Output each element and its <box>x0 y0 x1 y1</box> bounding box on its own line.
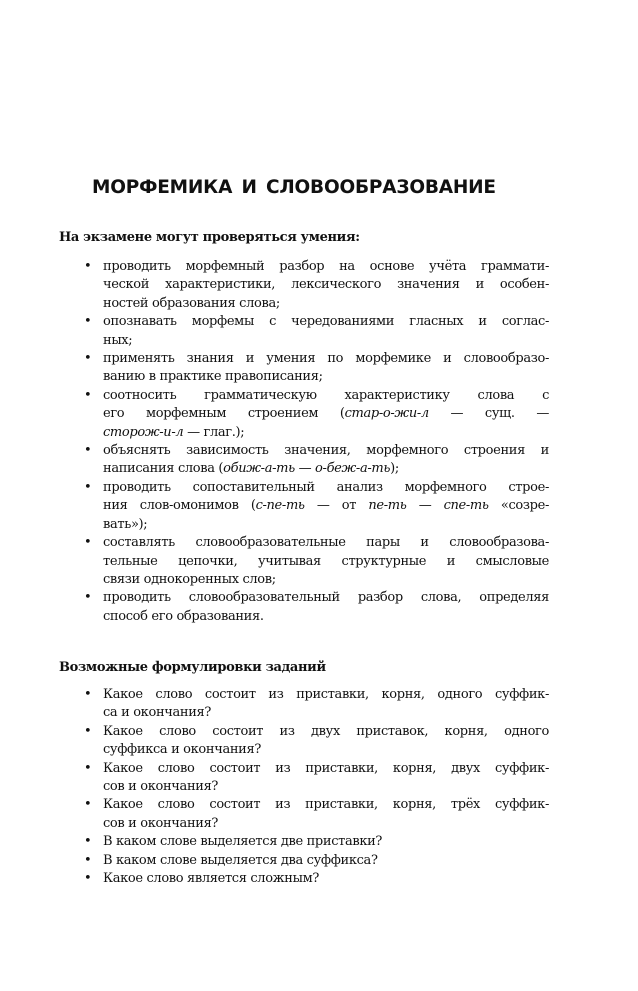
text-run: «созре- <box>488 498 549 514</box>
item-line: вать»); <box>103 516 148 532</box>
item-line: Какое слово состоит из приставки, корня, одного суффик- <box>103 687 549 702</box>
item-line: тельные цепочки, учитывая структурные и смысловые <box>103 553 549 569</box>
item-line: объяснять зависимость значения, морфемного строения и <box>103 443 549 459</box>
bullet: • <box>84 723 92 739</box>
item-line: опознавать морфемы с чередованиями гласных и соглас- <box>103 314 549 330</box>
tasks-list <box>83 686 549 888</box>
list-item <box>83 313 549 350</box>
bullet: • <box>84 351 92 367</box>
skills-list <box>83 258 549 626</box>
page-title: МОРФЕМИКА И СЛОВООБРАЗОВАНИЕ <box>92 177 496 198</box>
bullet: • <box>84 535 92 551</box>
example-word: стар-о-жи-л <box>344 406 429 422</box>
list-item <box>83 387 549 442</box>
bullet: • <box>84 590 92 606</box>
bullet: • <box>84 852 92 868</box>
bullet: • <box>84 259 92 274</box>
item-line: проводить сопоставительный анализ морфемного строе- <box>103 479 549 495</box>
item-line: соотносить грамматическую характеристику слова с <box>103 387 549 403</box>
item-line: ванию в практике правописания; <box>103 369 323 385</box>
list-item <box>83 258 549 313</box>
text-run: — сущ. — <box>428 406 549 422</box>
item-line: В каком слове выделяется два суффикса? <box>103 852 378 868</box>
item-line: способ его образования. <box>103 608 264 624</box>
item-line <box>103 405 549 423</box>
bullet: • <box>84 834 92 850</box>
list-item <box>83 870 549 888</box>
list-item <box>83 479 549 534</box>
bullet: • <box>84 443 92 459</box>
bullet: • <box>84 760 92 776</box>
example-word: пе-ть — спе-ть <box>368 498 489 514</box>
item-line: сов и окончания? <box>103 815 219 831</box>
list-item <box>83 686 549 723</box>
text-run: ); <box>390 461 399 477</box>
item-line: сов и окончания? <box>103 779 219 795</box>
item-line: проводить словообразовательный разбор слова, определяя <box>103 590 549 606</box>
example-word: сторож-и-л <box>103 424 184 440</box>
item-line: Какое слово состоит из приставки, корня, двух суффик- <box>103 760 549 776</box>
text-run: ния слов-омонимов ( <box>103 498 256 514</box>
tasks-heading: Возможные формулировки заданий <box>59 660 326 675</box>
item-line <box>103 424 549 442</box>
list-item <box>83 852 549 870</box>
item-line: ностей образования слова; <box>103 295 280 311</box>
bullet: • <box>84 314 92 330</box>
item-line: суффикса и окончания? <box>103 742 261 758</box>
text-run: — от <box>304 498 369 514</box>
list-item <box>83 350 549 387</box>
item-line: В каком слове выделяется две приставки? <box>103 834 383 850</box>
list-item <box>83 760 549 797</box>
item-line: проводить морфемный разбор на основе учёта граммати- <box>103 259 549 274</box>
item-line <box>103 460 549 478</box>
text-run: его морфемным строением ( <box>103 406 345 422</box>
item-line: са и окончания? <box>103 705 211 721</box>
example-word: с-пе-ть <box>255 498 305 514</box>
item-line: Какое слово является сложным? <box>103 871 319 887</box>
bullet: • <box>84 387 92 403</box>
item-line: связи однокоренных слов; <box>103 571 276 587</box>
list-item <box>83 833 549 851</box>
item-line: ных; <box>103 332 133 348</box>
item-line: Какое слово состоит из двух приставок, корня, одного <box>103 723 549 739</box>
list-item <box>83 442 549 479</box>
item-line: ческой характеристики, лексического значения и особен- <box>103 277 549 293</box>
list-item <box>83 723 549 760</box>
list-item <box>83 534 549 589</box>
list-item <box>83 589 549 626</box>
text-run: написания слова ( <box>103 461 224 477</box>
text-run: — глаг.); <box>183 424 245 440</box>
item-line: Какое слово состоит из приставки, корня, трёх суффик- <box>103 797 549 813</box>
bullet: • <box>84 797 92 813</box>
bullet: • <box>84 871 92 887</box>
item-line: применять знания и умения по морфемике и словообразо- <box>103 351 549 367</box>
list-item <box>83 796 549 833</box>
example-word: обиж-а-ть — о-беж-а-ть <box>223 461 391 477</box>
bullet: • <box>84 479 92 495</box>
skills-heading: На экзамене могут проверяться умения: <box>59 230 360 245</box>
item-line: составлять словообразовательные пары и словообразова- <box>103 535 549 551</box>
item-line <box>103 497 549 515</box>
bullet: • <box>84 687 92 702</box>
